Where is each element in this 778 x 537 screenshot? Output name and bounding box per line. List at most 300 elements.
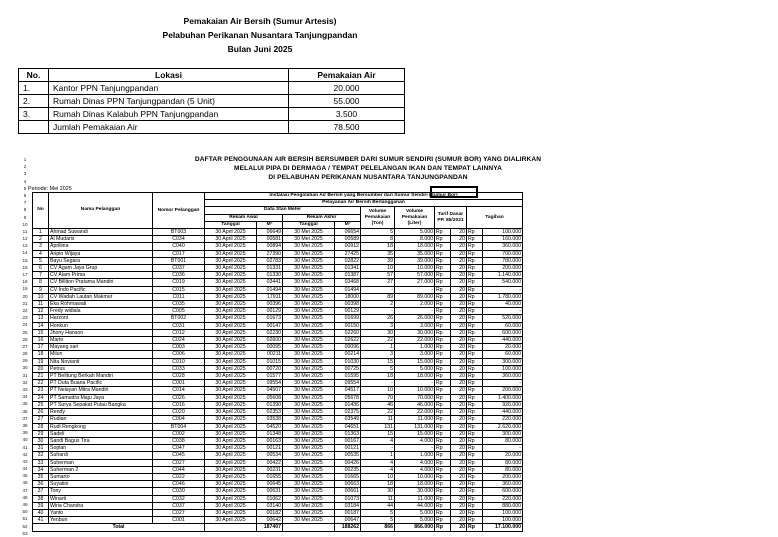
cell-nomor: C034 (153, 236, 205, 243)
cell-nomor: C046 (153, 481, 205, 488)
cell-volume-ton: 4 (361, 466, 395, 473)
cell-m3-akhir: 00096 (335, 344, 361, 351)
cell-volume-ton: 39 (361, 257, 395, 264)
cell-volume-ton: 35 (361, 250, 395, 257)
cell-no: 34 (33, 466, 49, 473)
cell-m3-akhir: 03184 (335, 502, 361, 509)
cell-nomor: C012 (153, 329, 205, 336)
report-title-1: Pemakaian Air Bersih (Sumur Artesis) (183, 16, 337, 26)
table-row (33, 229, 523, 236)
cell-tarif: 20 (451, 481, 467, 488)
cell-tanggal-akhir: 30 Mei 2025 (283, 416, 335, 423)
cell-volume-ton: 10 (361, 265, 395, 272)
cell-no: 31 (33, 445, 49, 452)
header-rekam-akhir: Rekam Akhir (283, 214, 361, 221)
cell-tarif: 20 (451, 279, 467, 286)
cell-volume-liter: 46.000 (395, 401, 435, 408)
cell-nama: Suherman (49, 459, 153, 466)
cell-m3-awal: 00095 (257, 344, 283, 351)
cell-rp: Rp (467, 416, 483, 423)
cell-tarif: 20 (451, 488, 467, 495)
cell-rp: Rp (435, 279, 451, 286)
cell-nomor: C006 (153, 351, 205, 358)
cell-nama: Nita Novianti (49, 358, 153, 365)
cell-tarif: 20 (451, 380, 467, 387)
summary-no: 2. (19, 95, 49, 108)
cell-volume-liter: 3.000 (395, 322, 435, 329)
cell-m3-awal: 00182 (257, 509, 283, 516)
cell-tanggal-awal: 30 April 2025 (205, 236, 257, 243)
cell-rp: Rp (467, 387, 483, 394)
cell-volume-liter: 11.000 (395, 495, 435, 502)
cell-volume-liter: 35.000 (395, 250, 435, 257)
cell-tarif: 20 (451, 358, 467, 365)
table-row (33, 286, 523, 293)
cell-tanggal-akhir: 30 Mei 2025 (283, 229, 335, 236)
cell-rp: Rp (467, 293, 483, 300)
cell-nomor: C045 (153, 452, 205, 459)
cell-m3-awal: 00581 (257, 236, 283, 243)
cell-tarif: 20 (451, 337, 467, 344)
cell-volume-ton: - (361, 380, 395, 387)
cell-m3-awal: 00396 (257, 301, 283, 308)
summary-total-value: 78.500 (289, 121, 405, 134)
cell-volume-ton: 22 (361, 337, 395, 344)
cell-tanggal-awal: 30 April 2025 (205, 243, 257, 250)
table-row (33, 445, 523, 452)
col-tanggal-awal: Tanggal (205, 221, 257, 228)
row-number: 5 (23, 185, 27, 191)
cell-tagihan: 220.000 (483, 495, 523, 502)
report-title-2: Pelabuhan Perikanan Nusantara Tanjungpandan (162, 30, 358, 40)
cell-tanggal-awal: 30 April 2025 (205, 416, 257, 423)
cell-volume-liter: 131.000 (395, 423, 435, 430)
cell-nomor: C036 (153, 272, 205, 279)
cell-rp: Rp (435, 308, 451, 315)
row-number-gutter (18, 156, 32, 537)
row-number: 13 (22, 243, 28, 249)
cell-rp: Rp (435, 301, 451, 308)
row-number: 37 (22, 415, 28, 421)
cell-volume-ton: 26 (361, 315, 395, 322)
cell-tagihan: 100.000 (483, 509, 523, 516)
cell-tanggal-akhir: 30 Mei 2025 (283, 445, 335, 452)
sheet-title-2: MELALUI PIPA DI DERMAGA / TEMPAT PELELANGAN IKAN DAN TEMPAT LAINNYA (233, 164, 502, 172)
cell-tanggal-akhir: 30 Mei 2025 (283, 236, 335, 243)
total-label: Total (33, 524, 205, 531)
cell-nomor: C037 (153, 502, 205, 509)
cell-tanggal-akhir: 30 Mei 2025 (283, 250, 335, 257)
cell-nomor: C038 (153, 437, 205, 444)
cell-no: 35 (33, 473, 49, 480)
cell-rp: Rp (467, 430, 483, 437)
header-row-1 (33, 193, 523, 200)
col-tarif: Tarif Dasar PP. 85/2021 (435, 207, 467, 229)
cell-m3-akhir: 00167 (335, 437, 361, 444)
table-row (33, 416, 523, 423)
cell-nama: Apriliina (49, 243, 153, 250)
cell-nama: Winarti (49, 495, 153, 502)
table-row (33, 459, 523, 466)
cell-tanggal-akhir: 30 Mei 2025 (283, 502, 335, 509)
cell-tanggal-awal: 30 April 2025 (205, 257, 257, 264)
total-awal: 187407 (257, 524, 283, 531)
cell-volume-ton: 1 (361, 344, 395, 351)
cell-m3-akhir: 00661 (335, 488, 361, 495)
cell-volume-liter: 70.000 (395, 394, 435, 401)
cell-tanggal-awal: 30 April 2025 (205, 373, 257, 380)
table-row (33, 387, 523, 394)
cell-tarif: 20 (451, 387, 467, 394)
cell-no: 40 (33, 509, 49, 516)
cell-nama: Soplan (49, 445, 153, 452)
cell-tanggal-awal: 30 April 2025 (205, 351, 257, 358)
cell-tagihan: 160.000 (483, 236, 523, 243)
cell-rp: Rp (435, 452, 451, 459)
cell-rp: Rp (435, 394, 451, 401)
cell-tagihan: 220.000 (483, 416, 523, 423)
row-number: 51 (22, 516, 28, 522)
cell-volume-liter: 22.000 (395, 337, 435, 344)
usage-table-body (33, 229, 523, 524)
table-row (33, 423, 523, 430)
cell-rp: Rp (435, 315, 451, 322)
cell-volume-ton: 11 (361, 416, 395, 423)
cell-tanggal-akhir: 30 Mei 2025 (283, 308, 335, 315)
total-tarif: 20 (451, 524, 467, 531)
cell-tanggal-awal: 30 April 2025 (205, 272, 257, 279)
cell-tanggal-awal: 30 April 2025 (205, 488, 257, 495)
cell-no: 1 (33, 229, 49, 236)
cell-rp: Rp (435, 380, 451, 387)
cell-nama: Milun (49, 351, 153, 358)
cell-m3-akhir: 02375 (335, 409, 361, 416)
cell-volume-liter: 5.000 (395, 509, 435, 516)
cell-tanggal-akhir: 30 Mei 2025 (283, 401, 335, 408)
table-row (33, 380, 523, 387)
cell-volume-ton: 57 (361, 272, 395, 279)
col-nama: Nama Pelanggan (49, 193, 153, 229)
cell-tanggal-akhir: 30 Mei 2025 (283, 473, 335, 480)
cell-tagihan: - (483, 380, 523, 387)
table-row (33, 452, 523, 459)
row-number: 22 (22, 307, 28, 313)
summary-no: 3. (19, 108, 49, 121)
row-number: 18 (22, 279, 28, 285)
cell-rp: Rp (435, 495, 451, 502)
cell-no: 39 (33, 502, 49, 509)
cell-m3-akhir: 00725 (335, 365, 361, 372)
cell-rp: Rp (435, 430, 451, 437)
cell-nama: Rudian (49, 416, 153, 423)
cell-m3-awal: 00163 (257, 437, 283, 444)
sheet-periode: Periode: Mei 2025 (28, 186, 72, 192)
cell-tanggal-awal: 30 April 2025 (205, 358, 257, 365)
cell-m3-awal: 00631 (257, 488, 283, 495)
cell-no: 2 (33, 236, 49, 243)
cell-m3-akhir: 02622 (335, 337, 361, 344)
row-number: 19 (22, 286, 28, 292)
cell-rp: Rp (435, 488, 451, 495)
cell-rp: Rp (467, 423, 483, 430)
cell-volume-ton: 8 (361, 236, 395, 243)
cell-tanggal-akhir: 30 Mei 2025 (283, 279, 335, 286)
row-number: 39 (22, 430, 28, 436)
cell-tagihan: 200.000 (483, 387, 523, 394)
table-row (33, 243, 523, 250)
cell-rp: Rp (467, 315, 483, 322)
cell-volume-liter: 8.000 (395, 236, 435, 243)
cell-volume-ton: 5 (361, 509, 395, 516)
table-row (33, 409, 523, 416)
cell-tanggal-akhir: 30 Mei 2025 (283, 495, 335, 502)
cell-volume-ton: 30 (361, 488, 395, 495)
cell-nomor: C028 (153, 373, 205, 380)
sheet-title-1: DAFTAR PENGGUNAAN AIR BERSIH BERSUMBER DARI SUMUR SENDIRI (SUMUR BOR) YANG DIALIRKAN (194, 156, 542, 163)
row-number: 36 (22, 408, 28, 414)
cell-volume-ton: 5 (361, 229, 395, 236)
cell-rp: Rp (467, 243, 483, 250)
cell-tanggal-awal: 30 April 2025 (205, 301, 257, 308)
cell-rp: Rp (467, 265, 483, 272)
cell-volume-liter: 18.000 (395, 481, 435, 488)
summary-pemakaian: 20.000 (289, 82, 405, 95)
summary-col-no: No. (19, 69, 49, 82)
cell-no: 7 (33, 272, 49, 279)
cell-rp: Rp (467, 517, 483, 524)
table-row (33, 495, 523, 502)
cell-nama: CV Billiton Pratama Mandiri (49, 279, 153, 286)
cell-volume-liter: - (395, 308, 435, 315)
cell-rp: Rp (467, 272, 483, 279)
total-rp2: Rp (467, 524, 483, 531)
cell-nama: Sumarto (49, 473, 153, 480)
cell-tanggal-akhir: 30 Mei 2025 (283, 423, 335, 430)
cell-tarif: 20 (451, 423, 467, 430)
cell-tanggal-akhir: 30 Mei 2025 (283, 265, 335, 272)
cell-m3-awal: 27390 (257, 250, 283, 257)
col-nomor: Nomor Pelanggan (153, 193, 205, 229)
cell-tarif: 20 (451, 315, 467, 322)
cell-m3-akhir: 01363 (335, 430, 361, 437)
cell-tanggal-akhir: 30 Mei 2025 (283, 517, 335, 524)
cell-tanggal-awal: 30 April 2025 (205, 265, 257, 272)
cell-volume-liter: - (395, 445, 435, 452)
cell-m3-awal: 04520 (257, 423, 283, 430)
cell-nomor: BT002 (153, 315, 205, 322)
cell-nama: Suherman 2 (49, 466, 153, 473)
cell-m3-akhir: 02260 (335, 329, 361, 336)
cell-m3-awal: 00129 (257, 308, 283, 315)
cell-tarif: 20 (451, 365, 467, 372)
cell-m3-akhir: 05678 (335, 394, 361, 401)
cell-rp: Rp (435, 344, 451, 351)
row-number: 33 (22, 387, 28, 392)
cell-rp: Rp (467, 250, 483, 257)
cell-rp: Rp (467, 373, 483, 380)
total-blank-1 (205, 524, 257, 531)
cell-m3-awal: 01577 (257, 373, 283, 380)
cell-tagihan: 200.000 (483, 473, 523, 480)
cell-rp: Rp (467, 257, 483, 264)
cell-nomor: C016 (153, 401, 205, 408)
cell-volume-liter: 3.000 (395, 351, 435, 358)
cell-m3-akhir: 01387 (335, 272, 361, 279)
row-number: 20 (22, 293, 28, 299)
total-row (33, 524, 523, 531)
row-number: 25 (22, 329, 28, 335)
cell-volume-ton: 5 (361, 517, 395, 524)
cell-tanggal-akhir: 30 Mei 2025 (283, 358, 335, 365)
cell-no: 41 (33, 517, 49, 524)
cell-tagihan: - (483, 445, 523, 452)
cell-volume-ton: - (361, 308, 395, 315)
cell-nama: PT Belitung Berkah Mandiri (49, 373, 153, 380)
cell-tarif: 20 (451, 409, 467, 416)
cell-m3-awal: 01348 (257, 430, 283, 437)
cell-m3-akhir: 03549 (335, 416, 361, 423)
cell-tagihan: 300.000 (483, 358, 523, 365)
cell-m3-akhir: 04651 (335, 423, 361, 430)
cell-tanggal-awal: 30 April 2025 (205, 452, 257, 459)
cell-tanggal-awal: 30 April 2025 (205, 308, 257, 315)
cell-tagihan: 2.620.000 (483, 423, 523, 430)
cell-nama: Yanto (49, 509, 153, 516)
cell-tanggal-awal: 30 April 2025 (205, 365, 257, 372)
cell-rp: Rp (435, 445, 451, 452)
row-number: 41 (22, 444, 28, 450)
cell-m3-awal: 01015 (257, 358, 283, 365)
cell-tagihan: 540.000 (483, 279, 523, 286)
cell-m3-akhir: 00398 (335, 301, 361, 308)
cell-tanggal-awal: 30 April 2025 (205, 466, 257, 473)
cell-volume-liter: 1.000 (395, 452, 435, 459)
cell-tanggal-akhir: 30 Mei 2025 (283, 430, 335, 437)
cell-volume-ton: 15 (361, 358, 395, 365)
cell-rp: Rp (467, 488, 483, 495)
row-number: 8 (23, 207, 27, 213)
row-number: 16 (22, 264, 28, 270)
cell-m3-awal: 00231 (257, 466, 283, 473)
cell-tanggal-awal: 30 April 2025 (205, 329, 257, 336)
cell-rp: Rp (467, 344, 483, 351)
cell-no: 8 (33, 279, 49, 286)
summary-row (19, 108, 405, 121)
cell-tagihan: 880.000 (483, 502, 523, 509)
row-number: 21 (22, 300, 28, 306)
cell-no: 22 (33, 380, 49, 387)
cell-rp: Rp (435, 473, 451, 480)
summary-row (19, 95, 405, 108)
row-number: 46 (22, 480, 28, 486)
cell-tanggal-awal: 30 April 2025 (205, 517, 257, 524)
cell-no: 11 (33, 301, 49, 308)
cell-volume-ton: 11 (361, 495, 395, 502)
cell-no: 5 (33, 257, 49, 264)
cell-m3-akhir: 00535 (335, 452, 361, 459)
cell-tarif: 20 (451, 265, 467, 272)
cell-volume-liter: 10.000 (395, 473, 435, 480)
header-data-stan: Data Stan Meter (205, 207, 361, 214)
cell-m3-akhir: 02822 (335, 257, 361, 264)
cell-rp: Rp (467, 473, 483, 480)
cell-nomor: C024 (153, 337, 205, 344)
cell-rp: Rp (467, 495, 483, 502)
table-row (33, 315, 523, 322)
cell-m3-akhir: 00589 (335, 236, 361, 243)
cell-rp: Rp (467, 409, 483, 416)
cell-no: 29 (33, 430, 49, 437)
cell-tagihan: 520.000 (483, 315, 523, 322)
total-rp1: Rp (435, 524, 451, 531)
cell-m3-akhir: 01073 (335, 495, 361, 502)
cell-rp: Rp (435, 373, 451, 380)
cell-no: 3 (33, 243, 49, 250)
table-row (33, 473, 523, 480)
row-number: 50 (22, 509, 28, 515)
cell-tanggal-akhir: 30 Mei 2025 (283, 380, 335, 387)
col-no: No (33, 193, 49, 229)
cell-m3-akhir: 01665 (335, 473, 361, 480)
cell-no: 20 (33, 365, 49, 372)
sheet-title-3: DI PELABUHAN PERIKANAN NUSANTARA TANJUNGPANDAN (268, 173, 468, 181)
cell-tarif: 20 (451, 445, 467, 452)
cell-tagihan: 60.000 (483, 351, 523, 358)
cell-tanggal-awal: 30 April 2025 (205, 481, 257, 488)
cell-rp: Rp (467, 279, 483, 286)
cell-volume-liter: - (395, 380, 435, 387)
cell-tarif: 20 (451, 301, 467, 308)
cell-rp: Rp (435, 286, 451, 293)
row-number: 53 (22, 530, 28, 536)
cell-tagihan: 360.000 (483, 373, 523, 380)
cell-m3-awal: 03441 (257, 279, 283, 286)
cell-nomor: C031 (153, 322, 205, 329)
cell-nomor: C014 (153, 387, 205, 394)
cell-no: 14 (33, 322, 49, 329)
cell-tagihan: 40.000 (483, 301, 523, 308)
cell-nama: PT Samudra Maju Jaya (49, 394, 153, 401)
cell-tanggal-awal: 30 April 2025 (205, 250, 257, 257)
cell-tarif: 20 (451, 502, 467, 509)
cell-tanggal-akhir: 30 Mei 2025 (283, 481, 335, 488)
cell-tagihan: 600.000 (483, 329, 523, 336)
cell-tanggal-awal: 30 April 2025 (205, 337, 257, 344)
cell-nomor: C002 (153, 430, 205, 437)
cell-no: 19 (33, 358, 49, 365)
cell-rp: Rp (467, 509, 483, 516)
cell-tanggal-awal: 30 April 2025 (205, 502, 257, 509)
table-row (33, 301, 523, 308)
cell-volume-ton: 27 (361, 279, 395, 286)
table-row (33, 279, 523, 286)
cell-tarif: 20 (451, 272, 467, 279)
row-number: 17 (22, 272, 28, 277)
cell-rp: Rp (435, 387, 451, 394)
summary-lokasi: Rumah Dinas Kalabuh PPN Tanjungpandan (49, 108, 289, 121)
cell-volume-ton: 46 (361, 401, 395, 408)
row-number: 10 (22, 221, 28, 227)
cell-tanggal-akhir: 30 Mei 2025 (283, 351, 335, 358)
row-number: 11 (22, 228, 28, 234)
table-row (33, 373, 523, 380)
cell-rp: Rp (435, 322, 451, 329)
cell-volume-liter: 5.000 (395, 365, 435, 372)
cell-tanggal-awal: 30 April 2025 (205, 459, 257, 466)
cell-nomor: C035 (153, 301, 205, 308)
cell-nama: PT Surya Sepakat Pulau Bangka (49, 401, 153, 408)
cell-rp: Rp (435, 509, 451, 516)
